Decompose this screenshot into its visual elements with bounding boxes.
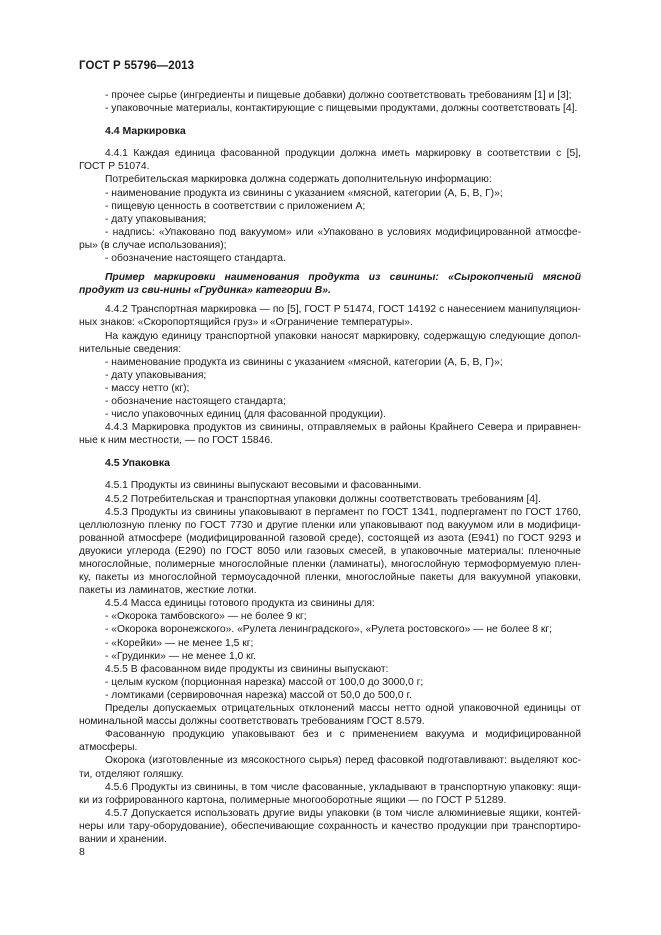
list-item: - число упаковочных единиц (для фасованной продукции).	[105, 409, 386, 421]
example-text: «Сырокопченый мясной продукт из сви-нины «Грудинка» категории В».	[79, 272, 581, 297]
list-item: - упаковочные материалы, контактирующие с пищевыми продуктами, должны соответствовать [4].	[105, 103, 578, 115]
list-item: - массу нетто (кг);	[105, 382, 190, 394]
paragraph-4-5-2: 4.5.2 Потребительская и транспортная упаковки должны соответствовать требованиям [4].	[105, 493, 541, 505]
section-heading-packaging: 4.5 Упаковка	[105, 457, 170, 470]
paragraph-4-4-1: 4.4.1 Каждая единица фасованной продукции должна иметь маркировку в соответствии с [5], ГОСТ Р 51074.	[79, 148, 581, 173]
document-body	[79, 89, 581, 846]
list-item: - «Окорока воронежского». «Рулета ленинградского», «Рулета ростовского» — не более 8 кг;	[105, 624, 553, 636]
list-item: - дату упаковывания;	[105, 369, 207, 381]
list-item: - прочее сырье (ингредиенты и пищевые добавки) должно соответствовать требованиям [1] и [3];	[105, 90, 572, 101]
list-item: - пищевую ценность в соответствии с приложением А;	[105, 200, 366, 212]
page-number: 8	[79, 846, 85, 858]
list-item: - наименование продукта из свинины с указанием «мясной, категории (А, Б, В, Г)»;	[105, 356, 503, 368]
list-item: - обозначение настоящего стандарта.	[105, 253, 286, 265]
paragraph: Потребительская маркировка должна содержать дополнительную информацию:	[105, 174, 492, 186]
paragraph-4-5-1: 4.5.1 Продукты из свинины выпускают весовыми и фасованными.	[105, 480, 422, 492]
list-item-wrapped: - надпись: «Упаковано под вакуумом» или «Упаковано в условиях модифицированной атмосфе-ры» (в случае использования);	[79, 226, 581, 251]
list-item: - дату упаковывания;	[105, 213, 207, 225]
section-heading-marking: 4.4 Маркировка	[105, 125, 186, 138]
list-item: - наименование продукта из свинины с указанием «мясной, категории (А, Б, В, Г)»;	[105, 187, 503, 199]
paragraph-4-5-6: 4.5.6 Продукты из свинины, в том числе фасованные, укладывают в транспортную упаковку: ящи-ки из гофрированного картона, полимерные многооборотные ящики — по ГОСТ Р 51289.	[79, 781, 581, 806]
list-item: - «Окорока тамбовского» — не более 9 кг;	[105, 611, 307, 623]
list-item: - «Корейки» — не менее 1,5 кг;	[105, 637, 254, 649]
paragraph-4-5-7: 4.5.7 Допускается использовать другие виды упаковки (в том числе алюминиевые ящики, контей-неры или тару-оборудование), обеспечивающие сохранность и качество продукции при транспортиро-вании и хранении.	[79, 807, 581, 845]
paragraph: Окорока (изготовленные из мясокостного сырья) перед фасовкой подготавливают: выделяют кос-ти, отделяют голяшку.	[79, 755, 581, 780]
paragraph-4-5-4: 4.5.4 Масса единицы готового продукта из свинины для:	[105, 598, 375, 610]
paragraph-4-4-3: 4.4.3 Маркировка продуктов из свинины, отправляемых в районы Крайнего Севера и приравнен-ные к ним местности, — по ГОСТ 15846.	[79, 422, 581, 447]
standard-header: ГОСТ Р 55796—2013	[79, 60, 195, 72]
paragraph-4-5-3: 4.5.3 Продукты из свинины упаковывают в пергамент по ГОСТ 1341, подпергамент по ГОСТ 1760, целлюлозную пленку по ГОСТ 7730 и другие пленки или упаковывают под вакуумом или в модифици-рованной атмосфере (модифицированной газовой среде), состоящей из азота (Е941) по ГОСТ 9293 и двуокиси углерода (Е290) по ГОСТ 8050 или газовых смесей, в упаковочные материалы: пленочные многослойные, полимерные многослойные пленки (ламинаты), многослойную термоформуемую плен-ку, пакеты из многослойной термоусадочной пленки, многослойные пакеты для вакуумной упаковки, пакеты из ламинатов, жесткие лотки.	[79, 506, 581, 597]
paragraph-4-4-2: 4.4.2 Транспортная маркировка — по [5], ГОСТ Р 51474, ГОСТ 14192 с нанесением манипуляцион-ных знаков: «Скоропортящийся груз» и «Ограничение температуры».	[79, 304, 581, 329]
example-note	[79, 271, 581, 297]
list-item: - «Грудинки» — не менее 1,0 кг.	[105, 650, 256, 662]
example-label: Пример маркировки наименования продукта из свинины:	[105, 272, 439, 284]
list-item: - целым куском (порционная нарезка) массой от 100,0 до 3000,0 г;	[105, 676, 424, 688]
paragraph: Пределы допускаемых отрицательных отклонений массы нетто одной упаковочной единицы от номинальной массы должны соответствовать требованиям ГОСТ 8.579.	[79, 703, 581, 728]
list-item: - ломтиками (сервировочная нарезка) массой от 50,0 до 500,0 г.	[105, 689, 412, 701]
paragraph: На каждую единицу транспортной упаковки наносят маркировку, содержащую следующие допол-нительные сведения:	[79, 330, 581, 355]
paragraph-4-5-5: 4.5.5 В фасованном виде продукты из свинины выпускают:	[105, 663, 389, 675]
list-item: - обозначение настоящего стандарта;	[105, 395, 286, 407]
paragraph: Фасованную продукцию упаковывают без и с применением вакуума и модифицированной атмосферы.	[79, 729, 581, 754]
